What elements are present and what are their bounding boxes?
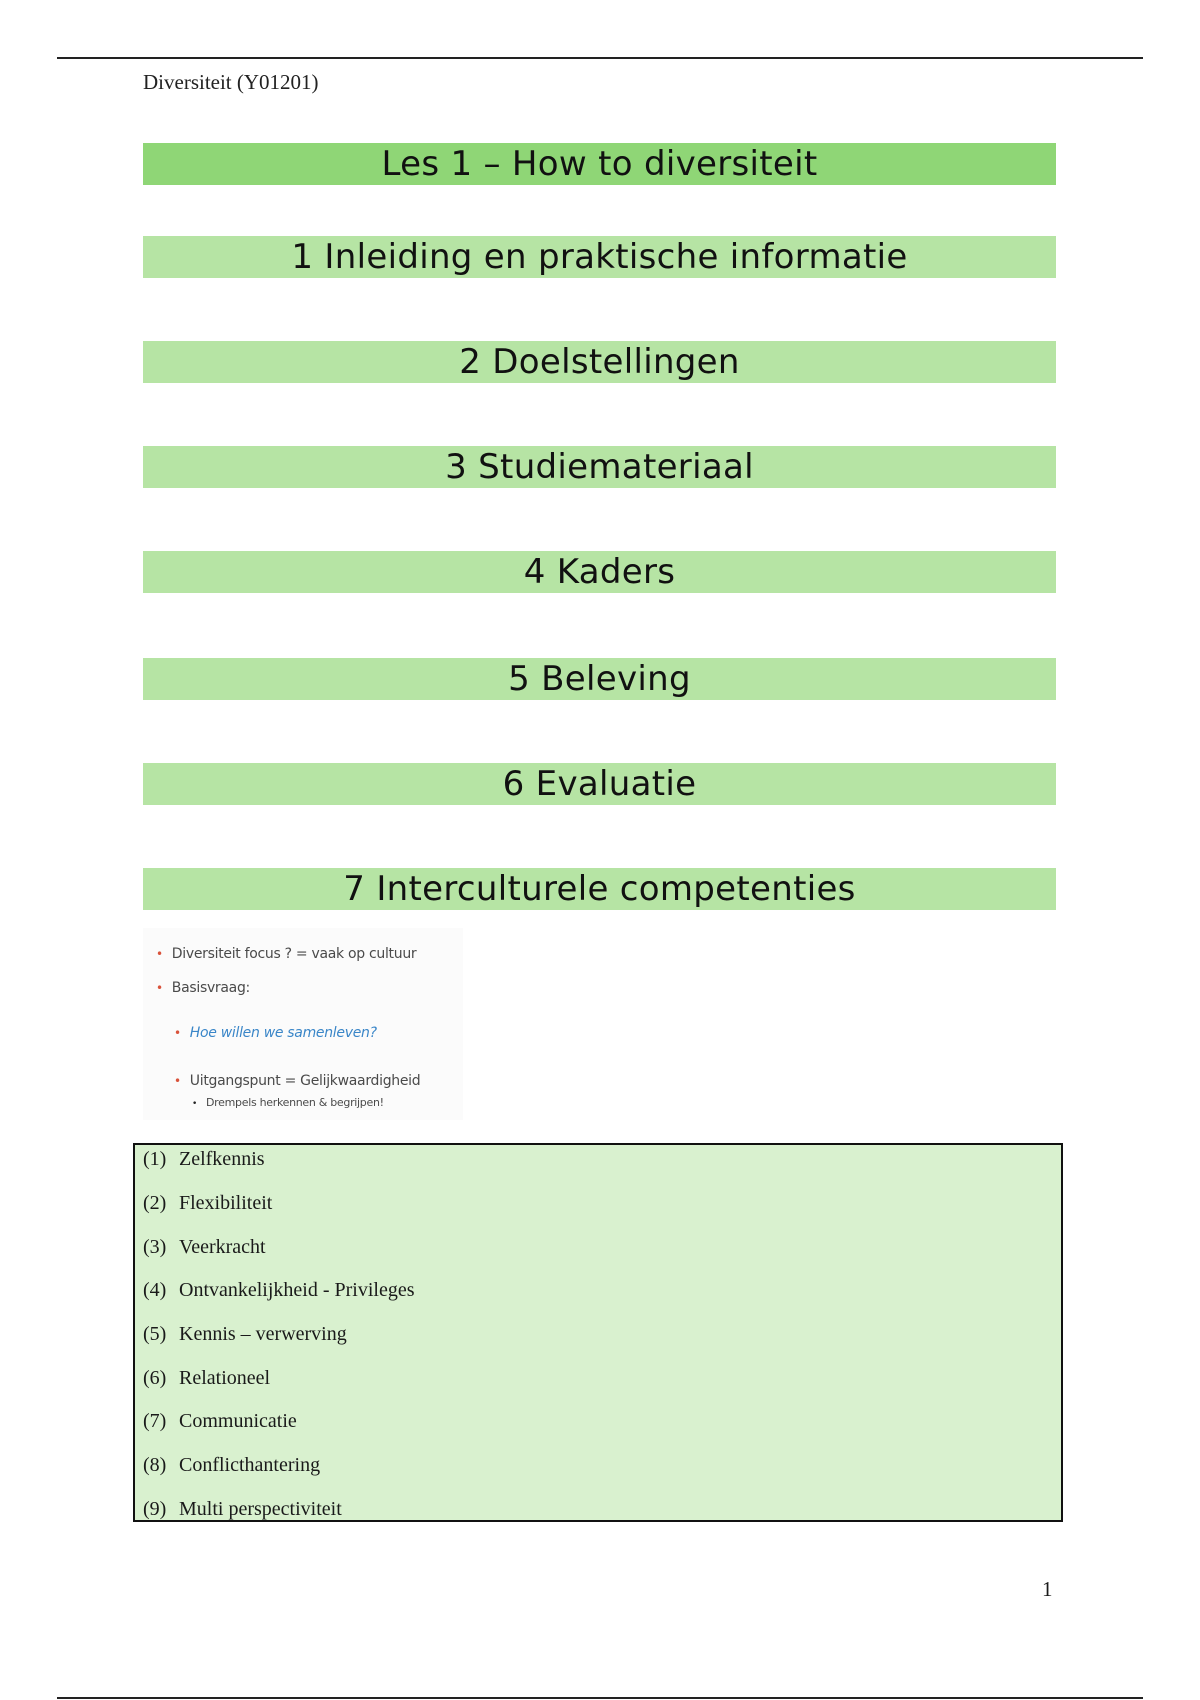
slide-bullet-3: • Hoe willen we samenleven? (174, 1025, 377, 1041)
section-heading-1: 1 Inleiding en praktische informatie (143, 236, 1056, 278)
list-item: (7) Communicatie (143, 1410, 297, 1432)
section-heading-4: 4 Kaders (143, 551, 1056, 593)
slide-excerpt (143, 928, 463, 1120)
list-item: (6) Relationeel (143, 1367, 271, 1389)
list-item: (2) Flexibiliteit (143, 1192, 273, 1214)
section-heading-7: 7 Interculturele competenties (143, 868, 1056, 910)
competencies-box (133, 1143, 1063, 1522)
bullet-dot-icon: • (174, 1026, 181, 1040)
bullet-dot-icon: • (174, 1074, 181, 1088)
bullet-dot-icon: • (156, 947, 163, 961)
list-item: (4) Ontvankelijkheid - Privileges (143, 1279, 415, 1301)
list-item: (1) Zelfkennis (143, 1148, 265, 1170)
section-heading-5: 5 Beleving (143, 658, 1056, 700)
slide-bullet-4: • Uitgangspunt = Gelijkwaardigheid (174, 1073, 421, 1089)
lesson-heading: Les 1 – How to diversiteit (143, 143, 1056, 185)
bullet-dot-icon: • (156, 981, 163, 995)
slide-bullet-1: • Diversiteit focus ? = vaak op cultuur (156, 946, 417, 962)
list-item: (5) Kennis – verwerving (143, 1323, 347, 1345)
bottom-rule (57, 1697, 1143, 1699)
page-number: 1 (1042, 1577, 1053, 1601)
running-header: Diversiteit (Y01201) (143, 70, 319, 94)
section-heading-3: 3 Studiemateriaal (143, 446, 1056, 488)
bullet-dot-icon: • (192, 1099, 198, 1109)
list-item: (9) Multi perspectiviteit (143, 1498, 342, 1520)
top-rule (57, 57, 1143, 59)
slide-bullet-2: • Basisvraag: (156, 980, 250, 996)
section-heading-2: 2 Doelstellingen (143, 341, 1056, 383)
slide-bullet-5: • Drempels herkennen & begrijpen! (192, 1096, 384, 1109)
list-item: (8) Conflicthantering (143, 1454, 321, 1476)
list-item: (3) Veerkracht (143, 1236, 266, 1258)
section-heading-6: 6 Evaluatie (143, 763, 1056, 805)
